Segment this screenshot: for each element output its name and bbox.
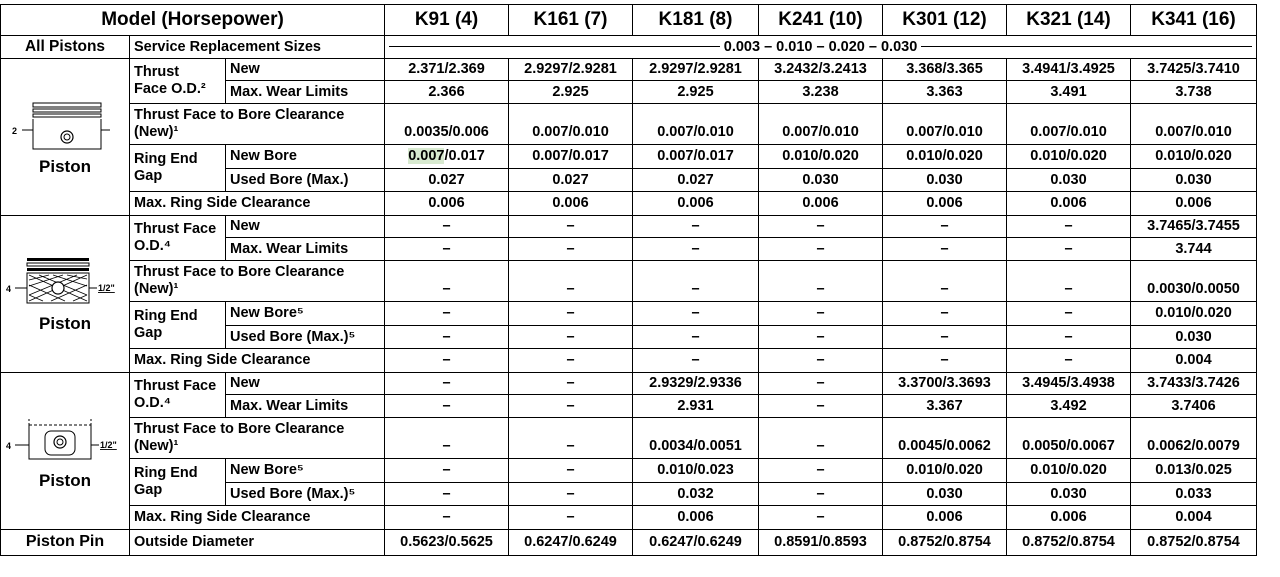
ring-gap-label: Ring End Gap (130, 459, 226, 506)
value-cell: 0.007/0.010 (759, 104, 883, 145)
piston-label: Piston (39, 471, 91, 491)
clearance-row (1, 104, 1257, 145)
value-cell: 3.744 (1131, 238, 1257, 261)
value-cell: – (883, 326, 1007, 349)
model-col-header: K241 (10) (759, 5, 883, 36)
value-cell: – (509, 459, 633, 483)
value-cell: 0.010/0.020 (1007, 145, 1131, 169)
value-cell: – (883, 238, 1007, 261)
value-cell: 0.006 (633, 192, 759, 216)
all-pistons-row (1, 36, 1257, 59)
value-cell: 0.027 (385, 169, 509, 192)
value-cell: – (759, 506, 883, 530)
value-cell: – (385, 216, 509, 238)
value-cell: – (759, 326, 883, 349)
value-cell: – (1007, 261, 1131, 302)
value-cell: 3.238 (759, 81, 883, 104)
pin-value: 0.8752/0.8754 (1007, 530, 1131, 556)
used-bore-label: Used Bore (Max.)⁵ (226, 326, 385, 349)
value-cell: 0.010/0.020 (1007, 459, 1131, 483)
value-cell: 0.006 (385, 192, 509, 216)
value-cell: – (759, 483, 883, 506)
value-cell: 0.004 (1131, 349, 1257, 373)
diagram-mark: 2 (12, 126, 18, 137)
clearance-label: Thrust Face to Bore Clearance (New)¹ (130, 261, 385, 302)
model-col-header: K301 (12) (883, 5, 1007, 36)
value-cell: 3.492 (1007, 395, 1131, 418)
value-cell: – (509, 373, 633, 395)
value-cell: 0.0030/0.0050 (1131, 261, 1257, 302)
value-cell: 0.030 (883, 483, 1007, 506)
thrust-new-row (1, 59, 1257, 81)
value-cell: 0.013/0.025 (1131, 459, 1257, 483)
all-pistons-label: All Pistons (1, 36, 130, 59)
value-cell: 0.006 (509, 192, 633, 216)
value-cell: – (385, 302, 509, 326)
thrust-face-label-line1: Thrust (134, 64, 180, 81)
value-cell: 0.030 (883, 169, 1007, 192)
clearance-label: Thrust Face to Bore Clearance (New)¹ (130, 104, 385, 145)
value-cell: 2.9297/2.9281 (633, 59, 759, 81)
value-cell: 0.010/0.020 (1131, 302, 1257, 326)
ring-gap-label: Ring End Gap (130, 302, 226, 349)
model-col-header: K161 (7) (509, 5, 633, 36)
value-cell: 0.010/0.020 (883, 459, 1007, 483)
side-clearance-label: Max. Ring Side Clearance (130, 192, 385, 216)
new-bore-row (1, 145, 1257, 169)
used-bore-label: Used Bore (Max.) (226, 169, 385, 192)
value-cell: – (759, 349, 883, 373)
diagram-mark: 1/2" (98, 283, 115, 294)
outside-diameter-label: Outside Diameter (130, 530, 385, 556)
value-cell: 0.007/0.010 (883, 104, 1007, 145)
new-bore-label: New Bore (226, 145, 385, 169)
model-col-header: K341 (16) (1131, 5, 1257, 36)
value-cell: – (759, 216, 883, 238)
pin-value: 0.5623/0.5625 (385, 530, 509, 556)
value-cell: 0.0034/0.0051 (633, 418, 759, 459)
value-cell: – (759, 459, 883, 483)
side-clearance-label: Max. Ring Side Clearance (130, 349, 385, 373)
value-cell: – (385, 483, 509, 506)
pin-value: 0.6247/0.6249 (509, 530, 633, 556)
value-cell: – (759, 418, 883, 459)
value-cell: – (509, 302, 633, 326)
model-col-header: K91 (4) (385, 5, 509, 36)
value-cell: – (883, 302, 1007, 326)
new-label: New (226, 59, 385, 81)
pin-value: 0.8591/0.8593 (759, 530, 883, 556)
value-cell: – (385, 506, 509, 530)
value-cell: 0.0045/0.0062 (883, 418, 1007, 459)
side-clearance-row (1, 506, 1257, 530)
value-cell: – (385, 459, 509, 483)
piston-label: Piston (39, 314, 91, 334)
value-cell: 0.033 (1131, 483, 1257, 506)
value-cell: – (759, 395, 883, 418)
wear-label: Max. Wear Limits (226, 395, 385, 418)
side-clearance-row (1, 349, 1257, 373)
value-cell: – (1007, 302, 1131, 326)
value-cell: 0.006 (759, 192, 883, 216)
value-cell: 0.032 (633, 483, 759, 506)
value-cell: – (509, 483, 633, 506)
piston-diagram-cell (1, 373, 130, 530)
new-bore-label: New Bore⁵ (226, 459, 385, 483)
model-col-header: K181 (8) (633, 5, 759, 36)
value-cell: – (633, 349, 759, 373)
value-cell: – (1007, 238, 1131, 261)
value-cell: 3.7465/3.7455 (1131, 216, 1257, 238)
value-cell: 3.4941/3.4925 (1007, 59, 1131, 81)
value-cell: 0.006 (1131, 192, 1257, 216)
value-cell: 0.010/0.020 (883, 145, 1007, 169)
value-cell: 0.006 (883, 506, 1007, 530)
thrust-new-row (1, 373, 1257, 395)
value-cell: – (509, 326, 633, 349)
value-cell: 2.371/2.369 (385, 59, 509, 81)
value-cell: 3.2432/3.2413 (759, 59, 883, 81)
value-cell: – (509, 349, 633, 373)
diagram-mark: 4 (6, 284, 12, 295)
value-cell: 0.030 (1131, 326, 1257, 349)
model-col-header: K321 (14) (1007, 5, 1131, 36)
value-cell: 3.7433/3.7426 (1131, 373, 1257, 395)
value-cell: 0.030 (1007, 169, 1131, 192)
value-cell: – (633, 238, 759, 261)
pin-value: 0.6247/0.6249 (633, 530, 759, 556)
pin-value: 0.8752/0.8754 (883, 530, 1007, 556)
thrust-new-row (1, 216, 1257, 238)
value-cell: 0.007/0.010 (509, 104, 633, 145)
service-sizes-value: 0.003 – 0.010 – 0.020 – 0.030 (723, 38, 918, 55)
value-cell: 3.491 (1007, 81, 1131, 104)
thrust-face-label-line2: O.D.⁴ (134, 395, 171, 411)
value-cell: – (385, 349, 509, 373)
value-cell: 3.4945/3.4938 (1007, 373, 1131, 395)
used-bore-label: Used Bore (Max.)⁵ (226, 483, 385, 506)
new-bore-label: New Bore⁵ (226, 302, 385, 326)
value-cell: – (509, 418, 633, 459)
side-clearance-row (1, 192, 1257, 216)
value-cell: – (883, 349, 1007, 373)
value-cell: 0.007/0.017 (633, 145, 759, 169)
piston-label: Piston (39, 157, 91, 177)
value-cell: 0.007/0.010 (1131, 104, 1257, 145)
side-clearance-label: Max. Ring Side Clearance (130, 506, 385, 530)
thrust-face-label-line2: Face O.D.² (134, 81, 206, 97)
thrust-face-label (130, 216, 226, 261)
value-cell: – (633, 326, 759, 349)
value-cell: 0.030 (759, 169, 883, 192)
thrust-face-label (130, 373, 226, 418)
piston-diagram-cell (1, 59, 130, 216)
value-cell: 3.7406 (1131, 395, 1257, 418)
value-cell: 0.027 (633, 169, 759, 192)
value-cell: 2.9297/2.9281 (509, 59, 633, 81)
specifications-table (0, 4, 1257, 556)
value-cell: – (883, 216, 1007, 238)
value-cell: – (385, 261, 509, 302)
clearance-row (1, 418, 1257, 459)
highlight-mark: 0.007 (408, 148, 445, 165)
value-cell: 0.006 (1007, 192, 1131, 216)
header-row (1, 5, 1257, 36)
value-cell: – (759, 238, 883, 261)
value-cell: – (385, 238, 509, 261)
piston-diagram-cell (1, 216, 130, 373)
value-cell: 0.0035/0.006 (385, 104, 509, 145)
new-label: New (226, 216, 385, 238)
value-cell: 0.010/0.020 (759, 145, 883, 169)
value-cell: 2.925 (633, 81, 759, 104)
thrust-face-label-line1: Thrust Face (134, 378, 217, 395)
value-cell: – (509, 238, 633, 261)
thrust-face-label (130, 59, 226, 104)
value-cell: 2.366 (385, 81, 509, 104)
value-cell: 0.010/0.023 (633, 459, 759, 483)
value-cell: 3.363 (883, 81, 1007, 104)
new-label: New (226, 373, 385, 395)
value-cell: 3.367 (883, 395, 1007, 418)
value-cell: 3.738 (1131, 81, 1257, 104)
service-sizes-label: Service Replacement Sizes (130, 36, 385, 59)
value-cell: 0.030 (1131, 169, 1257, 192)
value-cell: – (509, 506, 633, 530)
piston-diagram-icon (10, 97, 120, 155)
value-cell: 0.007/0.010 (1007, 104, 1131, 145)
value-cell: – (633, 302, 759, 326)
piston-diagram-icon (5, 254, 125, 312)
value-cell: – (1007, 326, 1131, 349)
value-cell: 0.006 (883, 192, 1007, 216)
diagram-mark: 4 (6, 441, 12, 452)
value-cell: – (883, 261, 1007, 302)
clearance-label: Thrust Face to Bore Clearance (New)¹ (130, 418, 385, 459)
value-cell: – (759, 261, 883, 302)
value-cell: – (759, 302, 883, 326)
clearance-row (1, 261, 1257, 302)
value-cell: 2.925 (509, 81, 633, 104)
piston-pin-label: Piston Pin (1, 530, 130, 556)
new-bore-row (1, 459, 1257, 483)
value-cell: – (1007, 349, 1131, 373)
value-cell: 0.007/0.017 (509, 145, 633, 169)
value-cell: 2.931 (633, 395, 759, 418)
value-cell: 0.010/0.020 (1131, 145, 1257, 169)
value-cell: 0.027 (509, 169, 633, 192)
new-bore-row (1, 302, 1257, 326)
wear-label: Max. Wear Limits (226, 238, 385, 261)
piston-diagram-icon (5, 411, 125, 469)
value-cell: – (633, 261, 759, 302)
highlight-rest: /0.017 (444, 148, 485, 165)
value-cell: – (509, 261, 633, 302)
value-cell: – (385, 418, 509, 459)
value-cell: – (1007, 216, 1131, 238)
value-cell (385, 145, 509, 169)
value-cell: 0.006 (633, 506, 759, 530)
value-cell: – (385, 326, 509, 349)
value-cell: – (385, 395, 509, 418)
ring-gap-label: Ring End Gap (130, 145, 226, 192)
value-cell: 0.030 (1007, 483, 1131, 506)
model-header: Model (Horsepower) (1, 5, 385, 36)
wear-label: Max. Wear Limits (226, 81, 385, 104)
value-cell: 2.9329/2.9336 (633, 373, 759, 395)
diagram-mark: 1/2" (100, 440, 117, 451)
value-cell: – (385, 373, 509, 395)
value-cell: 0.0050/0.0067 (1007, 418, 1131, 459)
value-cell: 0.004 (1131, 506, 1257, 530)
value-cell: 3.368/3.365 (883, 59, 1007, 81)
value-cell: – (759, 373, 883, 395)
value-cell: 3.7425/3.7410 (1131, 59, 1257, 81)
value-cell: – (509, 395, 633, 418)
thrust-face-label-line2: O.D.⁴ (134, 238, 171, 254)
value-cell: 0.007/0.010 (633, 104, 759, 145)
thrust-face-label-line1: Thrust Face (134, 221, 217, 238)
value-cell: 0.006 (1007, 506, 1131, 530)
service-sizes-value-cell (385, 36, 1257, 59)
piston-pin-row (1, 530, 1257, 556)
value-cell: 0.0062/0.0079 (1131, 418, 1257, 459)
value-cell: – (633, 216, 759, 238)
value-cell: 3.3700/3.3693 (883, 373, 1007, 395)
value-cell: – (509, 216, 633, 238)
pin-value: 0.8752/0.8754 (1131, 530, 1257, 556)
